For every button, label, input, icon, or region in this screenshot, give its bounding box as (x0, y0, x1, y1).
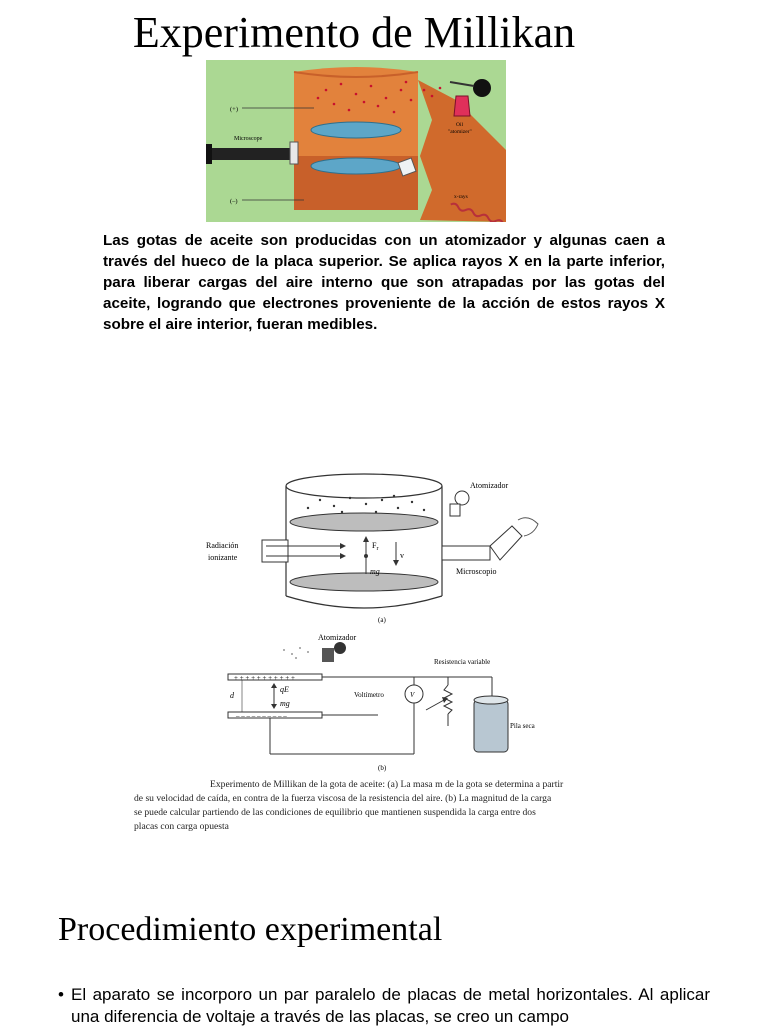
atomizer (322, 648, 334, 662)
label-d: d (230, 691, 234, 700)
caption-line-2: de su velocidad de caída, en contra de la fuerza viscosa de la resistencia del aire. (b) La magnitud de la carga (134, 793, 552, 804)
caption-line-3: se puede calcular partiendo de las condiciones de equilibrio que mantienen suspendida la carga entre dos (134, 807, 536, 818)
label-velocity: v (400, 551, 404, 560)
upper-plate (311, 122, 401, 138)
bullet-symbol: • (58, 985, 64, 1004)
description-paragraph: Las gotas de aceite son producidas con un atomizador y algunas caen a través del hueco de la placa superior. Se aplica rayos X en la parte inferior, para liberar cargas del aire interno que son atrapadas por las gotas del aceite, logrando que electrones proveniente de la acción de estos rayos X sobre el aire interior, fueran medibles. (103, 232, 665, 333)
label-radiation-2: ionizante (208, 553, 238, 562)
microscope-tube (210, 148, 290, 160)
microscope (442, 546, 490, 560)
page-title: Experimento de Millikan (132, 8, 576, 57)
label-part-b: (b) (378, 764, 387, 772)
label-force: $F_r$ (372, 541, 379, 552)
label-radiation-1: Radiación (206, 541, 239, 550)
label-mg: mg (280, 699, 290, 708)
label-atomizer: Atomizador (318, 633, 357, 642)
lower-plate (290, 573, 438, 591)
plate-charges-bottom: – – – – – – – – – – (236, 712, 287, 720)
label-microscope: Microscopio (456, 567, 497, 576)
label-oil: Oil (456, 122, 464, 128)
chamber-line-drawing (200, 470, 560, 630)
label-resistance: Resistencia variable (434, 658, 491, 666)
label-atomizer: "atomizer" (448, 129, 472, 135)
label-plus: (+) (230, 106, 238, 113)
caption-line-1: Experimento de Millikan de la gota de aceite: (a) La masa m de la gota se determina a partir (210, 779, 564, 790)
lower-plate (311, 158, 401, 174)
label-microscope: Microscope (234, 136, 263, 142)
label-xrays: x-rays (454, 194, 468, 200)
dry-battery (474, 700, 508, 752)
upper-plate (290, 513, 438, 531)
label-voltmeter: Voltímetro (354, 691, 384, 699)
circuit-schematic (200, 630, 560, 775)
section-title: Procedimiento experimental (58, 911, 443, 948)
label-qe: qE (280, 685, 289, 694)
bullet-item (58, 984, 710, 1028)
label-minus: (–) (230, 198, 238, 205)
eye-sketch (518, 518, 538, 536)
label-atomizer: Atomizador (470, 481, 509, 490)
label-part-a: (a) (378, 616, 386, 624)
atomizer (455, 491, 469, 505)
label-v: V (410, 691, 415, 699)
label-battery: Pila seca (510, 722, 535, 730)
atomizer-bulb (473, 79, 491, 97)
atomizer-flask (454, 96, 470, 116)
caption-line-4: placas con carga opuesta (134, 821, 229, 832)
bullet-text: El aparato se incorporo un par paralelo de placas de metal horizontales. Al aplicar una diferencia de voltaje a través de las placas, se creo un campo (71, 985, 710, 1026)
figure-caption (134, 778, 634, 834)
plate-charges-top: + + + + + + + + + + + (234, 674, 295, 682)
label-weight: mg (370, 567, 380, 576)
millikan-apparatus-illustration (206, 60, 506, 222)
